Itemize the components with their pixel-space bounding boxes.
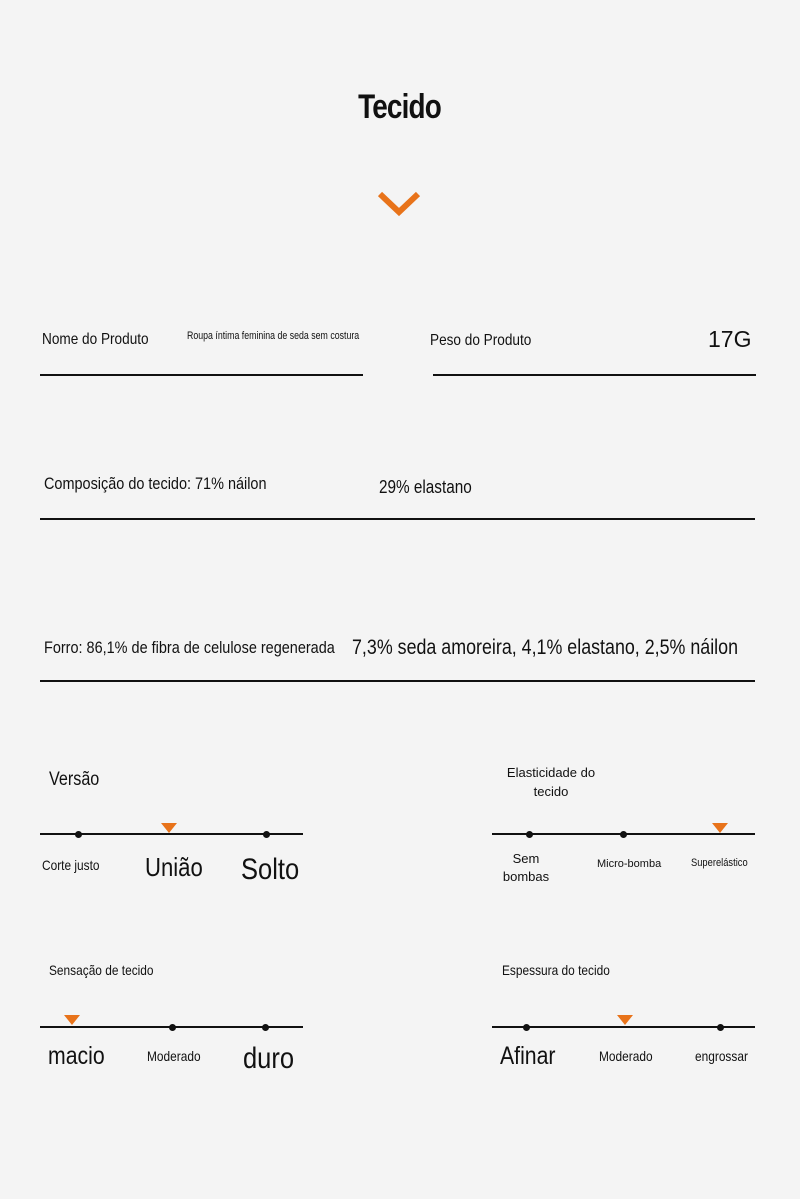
- product-name-label: Nome do Produto: [42, 331, 149, 348]
- feel-selected-marker: [64, 1015, 80, 1025]
- elasticity-tick: [526, 831, 533, 838]
- thickness-title: Espessura do tecido: [502, 962, 610, 978]
- thickness-option: Moderado: [599, 1048, 653, 1064]
- lining-divider: [40, 680, 755, 682]
- thickness-option: Afinar: [500, 1042, 556, 1070]
- product-name-value: Roupa íntima feminina de seda sem costura: [187, 330, 360, 342]
- version-option: União: [145, 852, 203, 882]
- feel-tick: [262, 1024, 269, 1031]
- composition-value: 29% elastano: [379, 477, 472, 497]
- composition-divider: [40, 518, 755, 520]
- lining-label: Forro: 86,1% de fibra de celulose regenerada: [44, 638, 335, 657]
- page-title: Tecido: [358, 88, 442, 126]
- thickness-tick: [523, 1024, 530, 1031]
- thickness-selected-marker: [617, 1015, 633, 1025]
- product-weight-label: Peso do Produto: [430, 332, 532, 349]
- feel-option: Moderado: [147, 1048, 201, 1064]
- elasticity-tick: [620, 831, 627, 838]
- elasticity-selected-marker: [712, 823, 728, 833]
- version-tick: [75, 831, 82, 838]
- product-weight-value: 17G: [708, 326, 752, 352]
- chevron-down-icon: [376, 190, 422, 220]
- feel-option: macio: [48, 1042, 105, 1070]
- version-title: Versão: [49, 769, 100, 790]
- elasticity-option: Micro-bomba: [597, 858, 662, 870]
- product-name-divider: [40, 374, 363, 376]
- feel-title: Sensação de tecido: [49, 962, 154, 978]
- composition-label: Composição do tecido: 71% náilon: [44, 474, 267, 493]
- version-selected-marker: [161, 823, 177, 833]
- elasticity-option: Superelástico: [691, 857, 748, 869]
- product-weight-divider: [433, 374, 756, 376]
- thickness-tick: [717, 1024, 724, 1031]
- version-option: Solto: [241, 853, 300, 886]
- thickness-axis: [492, 1026, 755, 1028]
- lining-value: 7,3% seda amoreira, 4,1% elastano, 2,5% náilon: [352, 636, 739, 659]
- elasticity-option: Sem bombas: [502, 851, 550, 884]
- thickness-option: engrossar: [695, 1048, 748, 1064]
- version-option: Corte justo: [42, 857, 100, 873]
- feel-tick: [169, 1024, 176, 1031]
- version-tick: [263, 831, 270, 838]
- feel-option: duro: [243, 1042, 295, 1075]
- elasticity-title: Elasticidade do tecido: [506, 765, 596, 799]
